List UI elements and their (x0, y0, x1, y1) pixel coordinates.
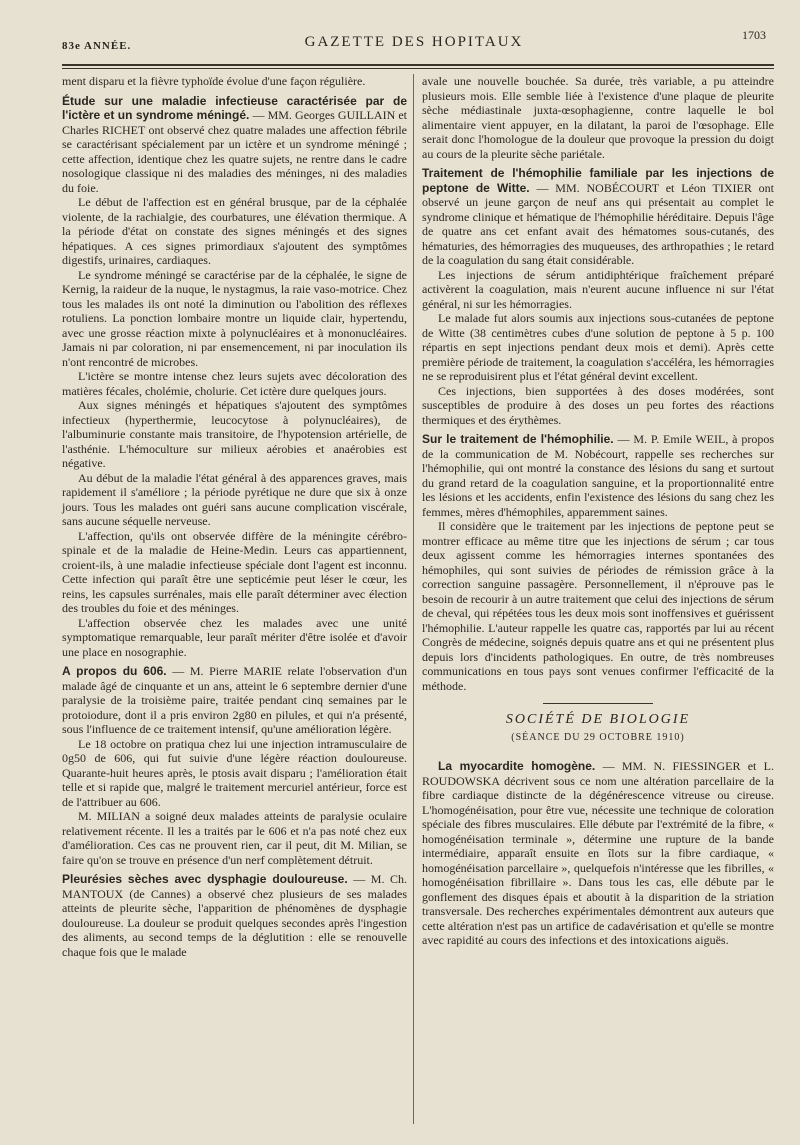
article-hemophilia-peptone (422, 166, 774, 268)
article-pleurisy (62, 872, 407, 959)
article-text: — M. Pierre MARIE relate l'observation d'un malade âgé de cinquante et un ans, atteint le 6 septembre dernier d'une paralysie de la troisième paire, traitée pendant cinq semaines par le protoiodure, dont il a pris environ 2g80 en pilules, et qui n'a présenté, sous l'influence de ce traitement intensif, qu'une amélioration légère. (62, 664, 408, 736)
article-myocarditis (422, 759, 774, 948)
continued-paragraph: ment disparu et la fièvre typhoïde évolue d'une façon régulière. (62, 74, 366, 88)
society-title: SOCIÉTÉ DE BIOLOGIE (505, 712, 691, 727)
paragraph: Au début de la maladie l'état général à des apparences graves, mais rapidement il s'améliore ; la période pyrétique ne dure que six à onze jours. Tous les malades ont guéri sans aucune complication viscérale, sans aucune séquelle nerveuse. (62, 470, 407, 528)
article-heading: Pleurésies sèches avec dysphagie douloureuse. (62, 872, 348, 886)
header-rule-thin (62, 68, 774, 69)
journal-title: GAZETTE DES HOPITAUX (304, 34, 524, 50)
paragraph: Ces injections, bien supportées à des doses modérées, sont susceptibles de produire à des doses un peu fortes des réactions thermiques et des érythèmes. (422, 383, 774, 427)
article-heading: Sur le traitement de l'hémophilie. (422, 432, 614, 446)
article-text: — MM. N. FIESSINGER et L. ROUDOWSKA décrivent sous ce nom une altération parcellaire de la fibre cardiaque distincte de la dégénérescence vitreuse ou cireuse. L'homogénéisation, pour être vue, nécessite une technique de coloration spéciale des fibres musculaires. Elle débute par l'extrémité de la fibre, « homogénéisation terminale », détermine une rupture de la bande intermédiaire, apparaît ensuite en îlots sur la fibre cardiaque, « homogénéisation parcellaire », quelquefois n'intéresse que les fibrilles, « homogénéisation fibrillaire ». Dans tous les cas, elle débute par le gonflement des disques épais et aboutit à la disparition de la striation transversale. Des recherches expérimentales démontrent aux auteurs que cette altération n'est pas un artifice de cadavérisation et qu'elle se montre avec rapidité au cours des infections et des intoxications aiguës. (422, 759, 775, 947)
header-year: 83e ANNÉE. (62, 40, 132, 52)
paragraph: L'affection, qu'ils ont observée diffère de la méningite cérébro-spinale et de la maladie de Heine-Medin. Leurs cas appartiennent, croient-ils, à une maladie infectieuse spéciale dont l'agent est inconnu. Cette infection qui paraît être une septicémie peut léser le cœur, les reins, les capsules surrénales, mais elle paraît déterminer avec élection des troubles du foie et des méninges. (62, 528, 407, 615)
article-icterus (62, 94, 407, 196)
article-606 (62, 664, 407, 737)
paragraph: Le début de l'affection est en général brusque, par de la céphalée violente, de la rachialgie, des courbatures, une élévation thermique. A la période d'état on constate des signes méningés et des signes hépatiques. A ces signes primordiaux s'ajoutent des symptômes digestifs, urinaires, cardiaques. (62, 195, 407, 267)
continued-paragraph: avale une nouvelle bouchée. Sa durée, très variable, a pu atteindre plusieurs mois. Elle semble liée à l'existence d'une plaque de pleurite sèche médiastinale juxta-œsophagienne, contre laquelle le bol alimentaire vient appuyer, en la dilatant, la paroi de l'œsophage. Elle serait donc l'homologue de la douleur que provoque la pression du doigt au cours de la pleurite sèche pariétale. (422, 74, 774, 161)
article-hemophilia-treatment (422, 432, 774, 519)
society-session: (SÉANCE DU 29 OCTOBRE 1910) (511, 732, 685, 743)
right-column (422, 74, 774, 948)
paragraph: Il considère que le traitement par les injections de peptone peut se montrer efficace au même titre que les injections de sérum ; car tous deux agissent comme les hémorragies internes spontanées des hémophiles, qui sont suivies de périodes de rémission grâce à la correction sanguine passagère. Personnellement, il n'éprouve pas le besoin de recourir à un autre traitement que celui des injections de sérum de cheval, qui répétées tous les deux mois sont inoffensives et guérissent l'hémophilie. L'auteur rappelle les quatre cas, rapportés par lui au récent Congrès de médecine, soignés depuis quatre ans et qui ne présentent plus depuis lors d'incidents pathologiques. En outre, de très nombreuses communications en tous pays sont venues confirmer l'efficacité de la méthode. (422, 519, 774, 693)
article-text: — MM. NOBÉCOURT et Léon TIXIER ont observé un jeune garçon de neuf ans qui présentait au complet le syndrome clinique et hématique de l'hémophilie héréditaire. Depuis l'âge de quatre ans cet enfant avait des hématomes sous-cutanés, des hématuries, des hémorragies des muqueuses, des arthropathies ; le retard de la coagulation du sang était considérable. (422, 180, 775, 267)
column-divider (413, 74, 414, 1124)
article-heading: A propos du 606. (62, 664, 167, 678)
article-heading: Étude sur une maladie infectieuse caractérisée par de l'ictère et un syndrome méningé. (62, 93, 407, 122)
article-text: — M. P. Emile WEIL, à propos de la communication de M. Nobécourt, rappelle ses recherches sur l'hémophilie, qui ont montré la constance des lésions du sang et surtout du grand retard de la coagulation sanguine, et la proportionnalité entre les lésions et les accidents, enfin l'existence des lésions du sang chez les femmes, mères d'hémophiles, apparemment saines. (422, 432, 775, 519)
article-heading: Traitement de l'hémophilie familiale par les injections de peptone de Witte. (422, 166, 774, 195)
article-text: — M. Ch. MANTOUX (de Cannes) a observé chez plusieurs de ses malades atteints de pleurite sèche, l'apparition de phénomènes de dysphagie douloureuse. La douleur se produit quelques secondes après l'ingestion des aliments, au second temps de la déglutition : elle se renouvelle chaque fois que le malade (62, 872, 408, 959)
header-rule (62, 64, 774, 66)
section-divider (543, 703, 653, 704)
paragraph: Les injections de sérum antidiphtérique fraîchement préparé activèrent la coagulation, mais n'eurent aucune influence ni sur l'état général, ni sur les hémorragies. (422, 267, 774, 311)
article-text: — MM. Georges GUILLAIN et Charles RICHET ont observé chez quatre malades une affection fébrile se caractérisant spécialement par un ictère et un syndrome méningé ; cette affection, identique chez les quatre sujets, ne rentre dans le cadre nosologique classique ni des maladies des méninges, ni des maladies du foie. (62, 108, 408, 195)
page-header (62, 28, 766, 62)
paragraph: Le syndrome méningé se caractérise par de la céphalée, le signe de Kernig, la raideur de la nuque, le nystagmus, la raie vaso-motrice. Chez tous les malades ils ont noté la diminution ou l'abolition des réflexes rotuliens. La ponction lombaire montre un liquide clair, hypertendu, avec une grosse réaction mixte à polynucléaires et à mononucléaires. Jamais ni par coloration, ni par ensemencement, ni par inoculation ils n'ont rencontré de microbes. (62, 267, 407, 369)
paragraph: Le malade fut alors soumis aux injections sous-cutanées de peptone de Witte (38 centimètres cubes d'une solution de peptone à 5 p. 100 répartis en sept injections pendant deux mois et demi). Après cette première période de traitement, la coagulation s'accéléra, les hémorragies ne se reproduisirent plus et l'état général devint excellent. (422, 311, 774, 383)
left-column (62, 74, 407, 959)
paragraph: Aux signes méningés et hépatiques s'ajoutent des symptômes infectieux (hyperthermie, leucocytose à polynucléaires), de l'albuminurie constante mais transitoire, de l'hypotension artérielle, de l'asthénie. L'hémoculture sur milieux aérobies et anaérobies est négative. (62, 398, 407, 470)
paragraph: Le 18 octobre on pratiqua chez lui une injection intramusculaire de 0g50 de 606, qui fut suivie d'une légère réaction douloureuse. Quarante-huit heures après, le ptosis avait disparu ; l'amélioration était telle et si rapide que, malgré le traitement mercuriel antérieur, force est de l'attribuer au 606. (62, 736, 407, 809)
paragraph: L'affection observée chez les malades avec une unité symptomatique remarquable, leur paraît mériter d'être isolée et d'avoir une place en nosographie. (62, 615, 407, 659)
paragraph: M. MILIAN a soigné deux malades atteints de paralysie oculaire relativement récente. Il les a traités par le 606 et n'a pas noté chez eux d'amélioration. Ces cas ne prouvent rien, car il peut, dit M. Milian, se faire qu'on se trouve en présence d'un nerf complètement détruit. (62, 809, 407, 867)
article-heading: La myocardite homogène. (438, 759, 596, 773)
paragraph: L'ictère se montre intense chez leurs sujets avec décoloration des matières fécales, cholémie, cholurie. Cet ictère dure quelques jours. (62, 369, 407, 398)
page-number: 1703 (742, 28, 766, 42)
